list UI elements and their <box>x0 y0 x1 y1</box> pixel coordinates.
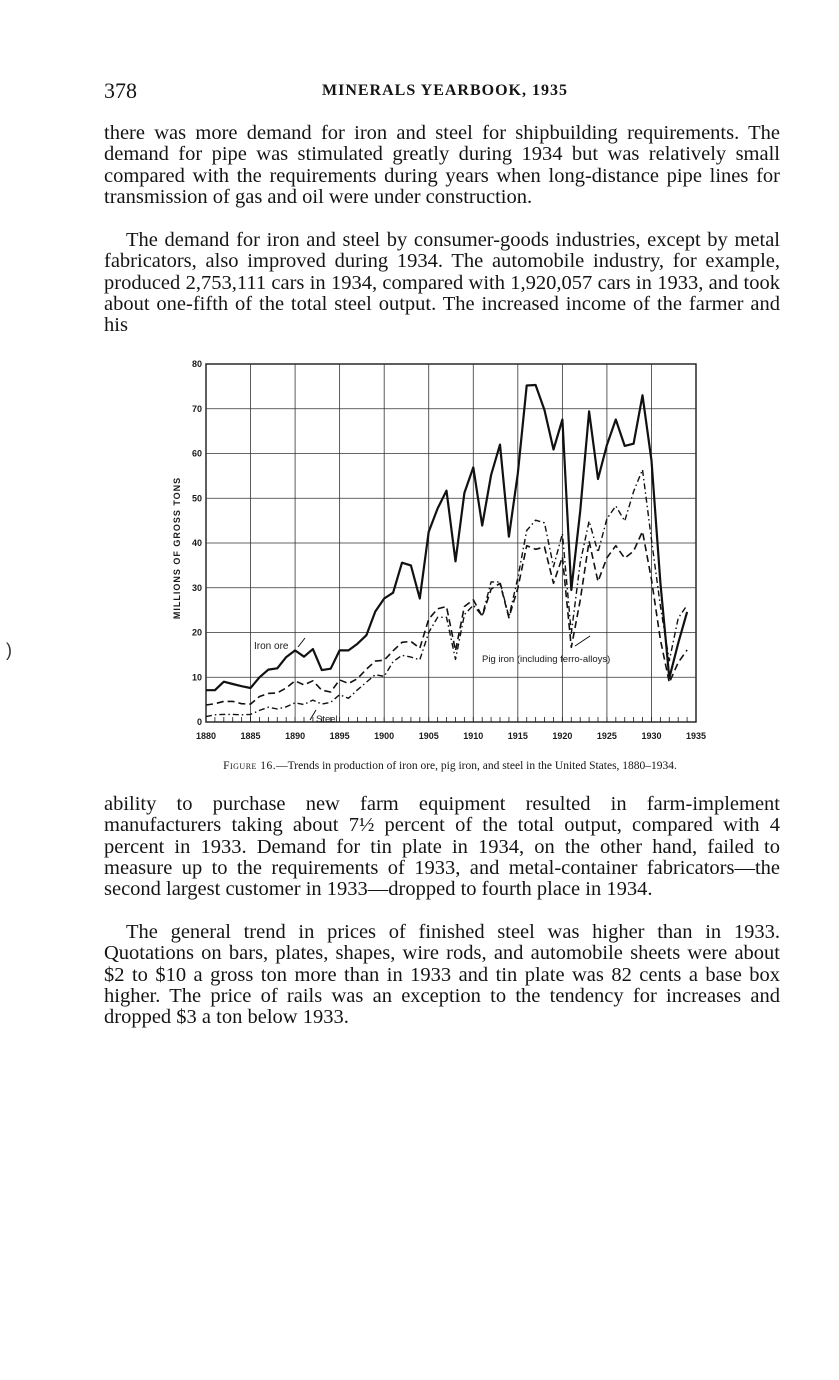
x-tick-label: 1900 <box>374 731 395 741</box>
paragraph-2: The demand for iron and steel by consumer-goods industries, except by metal fabricators, also improved during 1934. The automobile industry, for example, produced 2,753,111 cars in 1934, compared with 1,920,057 cars in 1933, and took about one-fifth of the total steel output. The increased income of the farmer and his <box>104 229 780 337</box>
y-tick-label: 30 <box>191 582 202 593</box>
chart-ticks <box>192 359 706 741</box>
y-tick-label: 0 <box>196 717 202 727</box>
y-tick-label: 20 <box>191 627 202 638</box>
y-tick-label: 10 <box>191 672 202 683</box>
x-tick-label: 1915 <box>507 731 528 741</box>
trend-chart-svg <box>170 358 730 753</box>
x-tick-label: 1910 <box>463 731 484 741</box>
page-number: 378 <box>104 78 137 103</box>
figure-caption-text: —Trends in production of iron ore, pig iron, and steel in the United States, 1880–1934. <box>276 760 677 772</box>
figure-chart <box>170 358 730 757</box>
x-tick-label: 1905 <box>418 731 439 741</box>
chart-grid <box>206 364 696 722</box>
x-tick-label: 1885 <box>240 731 261 741</box>
margin-mark: ) <box>6 640 12 660</box>
y-axis-label: MILLIONS OF GROSS TONS <box>172 476 182 620</box>
paragraph-1: there was more demand for iron and steel for shipbuilding requirements. The demand for pipe was stimulated greatly during 1934 but was relatively small compared with the requirements during years when long-distance pipe lines for transmission of gas and oil were under construction. <box>104 122 780 208</box>
y-tick-label: 50 <box>191 493 202 504</box>
annotation-steel: Steel <box>316 714 338 725</box>
paragraph-4: The general trend in prices of finished steel was higher than in 1933. Quotations on bars, plates, shapes, wire rods, and automobile sheets were about $2 to $10 a gross ton more than in 1933 and tin plate was 82 cents a base box higher. The price of rails was an exception to the tendency for increases and dropped $3 a ton below 1933. <box>104 921 780 1029</box>
running-head: MINERALS YEARBOOK, 1935 <box>322 82 568 99</box>
x-tick-label: 1935 <box>685 731 707 741</box>
annotation-iron-ore: Iron ore <box>254 641 289 652</box>
series-line-2 <box>206 470 687 717</box>
x-tick-label: 1890 <box>285 731 306 741</box>
x-tick-label: 1925 <box>596 731 617 741</box>
x-tick-label: 1920 <box>552 731 573 741</box>
iron-ore-leader <box>298 638 305 647</box>
y-tick-label: 40 <box>191 538 202 548</box>
x-tick-label: 1930 <box>641 731 662 741</box>
y-tick-label: 80 <box>191 359 202 369</box>
figure-caption <box>100 760 800 772</box>
y-tick-label: 60 <box>191 448 202 459</box>
paragraph-3: ability to purchase new farm equipment resulted in farm-implement manufacturers taking about 7½ percent of the total output, compared with 4 percent in 1933. Demand for tin plate in 1934, on the other hand, failed to measure up to the requirements of 1933, and metal-container fabricators—the second largest customer in 1933—dropped to fourth place in 1934. <box>104 793 780 901</box>
chart-series <box>206 385 687 720</box>
pig-iron-leader <box>575 636 590 646</box>
x-tick-label: 1880 <box>195 731 217 741</box>
x-tick-label: 1895 <box>329 731 350 741</box>
annotation-pig-iron: Pig iron (including ferro-alloys) <box>482 654 611 665</box>
figure-label: Figure 16. <box>223 760 277 772</box>
y-tick-label: 70 <box>191 403 202 414</box>
